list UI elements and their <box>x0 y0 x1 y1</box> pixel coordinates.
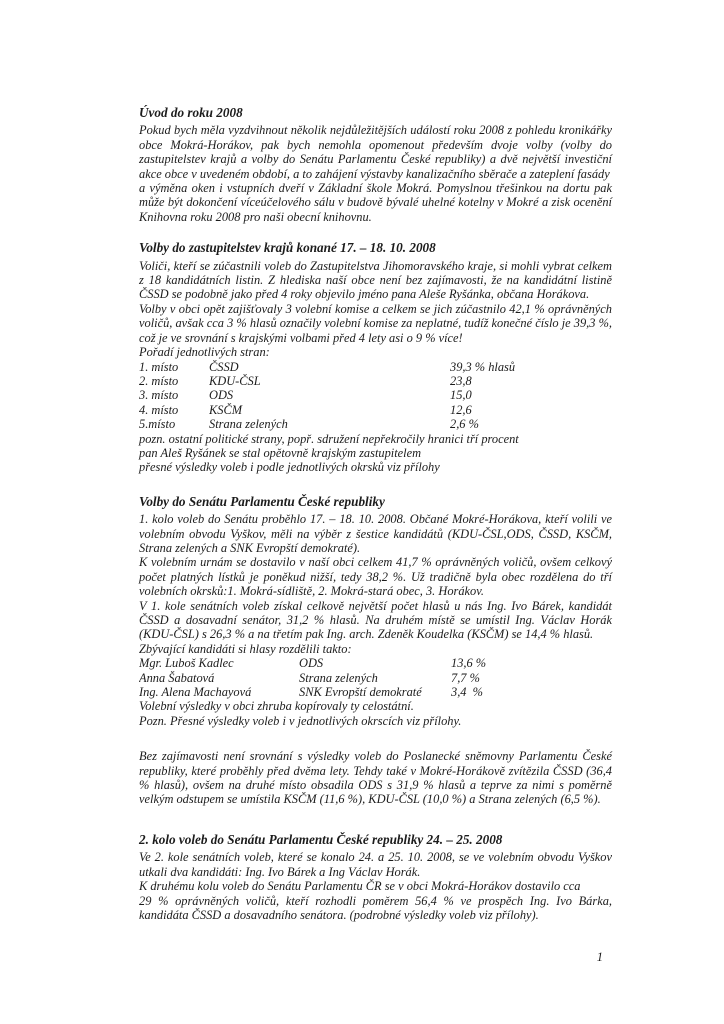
section-comparison-paragraphs <box>139 749 612 807</box>
share-cell: 7,7 % <box>451 670 480 685</box>
paragraph: a výměna oken i vstupních dveří v Základní škole Mokrá. Pomyslnou třešinkou na dortu pak může být dokončení víceúčelového sálu v budově bývalé uhelné kotelny v Mokré a zisk ocenění Knihovna roku 2008 pro naši obecní knihovnu. <box>139 181 612 224</box>
party-cell: ČSSD <box>209 359 239 374</box>
party-result-row <box>139 403 612 417</box>
paragraph: 29 % oprávněných voličů, kteří rozhodli poměrem 56,4 % ve prospěch Ing. Ivo Bárka, kandidáta ČSSD a dosavadního senátora. (podrobné výsledky voleb viz přílohy). <box>139 893 612 922</box>
paragraph: Volby v obci opět zajišťovaly 3 volební komise a celkem se jich zúčastnilo 42,1 % oprávněných voličů, avšak cca 3 % hlasů označily volební komise za neplatné, tudíž konečné číslo je 39,3 %, což je ve srovnání s krajskými volbami před 4 lety asi o 9 % více! <box>139 301 612 345</box>
share-cell: 13,6 % <box>451 656 487 671</box>
page-number: 1 <box>596 950 603 964</box>
section-regional-heading: Volby do zastupitelstev krajů konané 17. – 18. 10. 2008 <box>139 240 436 256</box>
candidate-cell: Mgr. Luboš Kadlec <box>139 656 234 671</box>
section-senate1-notes <box>139 699 612 728</box>
candidate-result-row <box>139 685 612 699</box>
section-senate-round-2 <box>139 833 612 922</box>
party-cell: SNK Evropští demokraté <box>299 685 422 700</box>
party-result-row <box>139 388 612 402</box>
share-cell: 2,6 % <box>450 417 479 432</box>
party-cell: Strana zelených <box>209 417 288 432</box>
party-result-row <box>139 374 612 388</box>
paragraph: 1. kolo voleb do Senátu proběhlo 17. – 18. 10. 2008. Občané Mokré-Horákova, kteří volili ve volebním obvodu Vyškov, měli na výběr z šestice kandidátů (KDU-ČSL,ODS, ČSSD, KSČM, Strana zelených a SNK Evropští demokraté). <box>139 512 612 555</box>
paragraph: Pokud bych měla vyzdvihnout několik nejdůležitějších událostí roku 2008 z pohledu kronikářky obce Mokrá-Horákov, pak bych nemohla opomenout především dvoje volby (volby do zastupitelstev krajů a volby do Senátu Parlamentu České republiky) a dvě největší investiční akce obce v uvedeném období, a to zahájení výstavby kanalizačního sběrače a zateplení fasády <box>139 123 612 181</box>
section-chamber-comparison <box>139 749 612 807</box>
share-cell: 12,6 <box>450 402 472 417</box>
party-cell: Strana zelených <box>299 670 378 685</box>
share-cell: 3,4 % <box>451 685 484 700</box>
paragraph: K volebním urnám se dostavilo v naší obci celkem 41,7 % oprávněných voličů, ovšem celkový počet platných lístků je poněkud nižší, tedy 38,2 %. Už tradičně byla obec rozdělena do tří volebních okrsků:1. Mokrá-sídliště, 2. Mokrá-stará obec, 3. Horákov. <box>139 555 612 599</box>
section-regional-elections <box>139 241 612 475</box>
section-intro <box>139 106 612 224</box>
party-cell: KSČM <box>209 402 243 417</box>
candidate-result-row <box>139 671 612 685</box>
party-cell: ODS <box>299 656 324 671</box>
section-regional-paragraphs <box>139 259 612 360</box>
paragraph: Voliči, kteří se zúčastnili voleb do Zastupitelstva Jihomoravského kraje, si mohli vybrat celkem z 18 kandidátních listin. Z hlediska naší obce není bez zajímavosti, že na kandidátní listině ČSSD se podobně jako před 4 roky objevilo jméno pana Aleše Ryšánka, občana Horákova. <box>139 258 612 302</box>
paragraph: Zbývající kandidáti si hlasy rozdělili takto: <box>139 641 352 656</box>
party-result-row <box>139 360 612 374</box>
paragraph: Pořadí jednotlivých stran: <box>139 345 270 360</box>
note-line: pan Aleš Ryšánek se stal opětovně krajským zastupitelem <box>139 445 422 460</box>
rank-cell: 1. místo <box>139 359 179 374</box>
section-senate1-paragraphs <box>139 512 612 656</box>
note-line: Volební výsledky v obci zhruba kopírovaly ty celostátní. <box>139 699 414 714</box>
section-senate2-heading: 2. kolo voleb do Senátu Parlamentu České republiky 24. – 25. 2008 <box>139 831 503 847</box>
section-regional-notes <box>139 432 612 475</box>
paragraph: Bez zajímavosti není srovnání s výsledky voleb do Poslanecké sněmovny Parlamentu České republiky, které proběhly před dvěma lety. Tehdy také v Mokré-Horákově zvítězila ČSSD (36,4 % hlasů), ovšem na druhé místo obsadila ODS s 31,9 % hlasů a teprve za nimi s poměrně velkým odstupem se umístila KSČM (11,6 %), KDU-ČSL (10,0 %) a Strana zelených (6,5 %). <box>139 749 612 807</box>
paragraph: Ve 2. kole senátních voleb, které se konalo 24. a 25. 10. 2008, se ve volebním obvodu Vyškov utkali dva kandidáti: Ing. Ivo Bárek a Ing Václav Horák. <box>139 850 612 879</box>
note-line: Pozn. Přesné výsledky voleb i v jednotlivých okrscích viz přílohy. <box>139 713 462 728</box>
party-cell: ODS <box>209 388 234 403</box>
page-content <box>139 106 612 922</box>
candidate-results-table <box>139 656 612 699</box>
note-line: pozn. ostatní politické strany, popř. sdružení nepřekročily hranici tří procent <box>139 431 519 446</box>
section-senate1-heading: Volby do Senátu Parlamentu České republiky <box>139 493 385 509</box>
share-cell: 23,8 <box>450 373 472 388</box>
rank-cell: 4. místo <box>139 402 179 417</box>
section-intro-heading: Úvod do roku 2008 <box>139 105 243 120</box>
rank-cell: 5.místo <box>139 417 176 432</box>
party-results-table <box>139 360 612 432</box>
candidate-cell: Anna Šabatová <box>139 670 215 685</box>
section-senate2-paragraphs <box>139 850 612 922</box>
candidate-cell: Ing. Alena Machayová <box>139 685 252 700</box>
share-cell: 39,3 % hlasů <box>450 359 516 374</box>
paragraph: V 1. kole senátních voleb získal celkově největší počet hlasů u nás Ing. Ivo Bárek, kandidát ČSSD a dosavadní senátor, 31,2 % hlasů. Na druhém místě se umístil Ing. Václav Horák (KDU-ČSL) s 26,3 % a na třetím pak Ing. arch. Zdeněk Koudelka (KSČM) se 14,4 % hlasů. <box>139 598 612 642</box>
paragraph: K druhému kolu voleb do Senátu Parlamentu ČR se v obci Mokrá-Horákov dostavilo cca <box>139 879 581 894</box>
section-senate-round-1 <box>139 495 612 729</box>
rank-cell: 3. místo <box>139 388 179 403</box>
party-result-row <box>139 417 612 431</box>
note-line: přesné výsledky voleb i podle jednotlivých okrsků viz přílohy <box>139 460 440 475</box>
candidate-result-row <box>139 656 612 670</box>
rank-cell: 2. místo <box>139 373 179 388</box>
party-cell: KDU-ČSL <box>209 373 261 388</box>
share-cell: 15,0 <box>450 388 472 403</box>
section-intro-paragraphs <box>139 123 612 224</box>
